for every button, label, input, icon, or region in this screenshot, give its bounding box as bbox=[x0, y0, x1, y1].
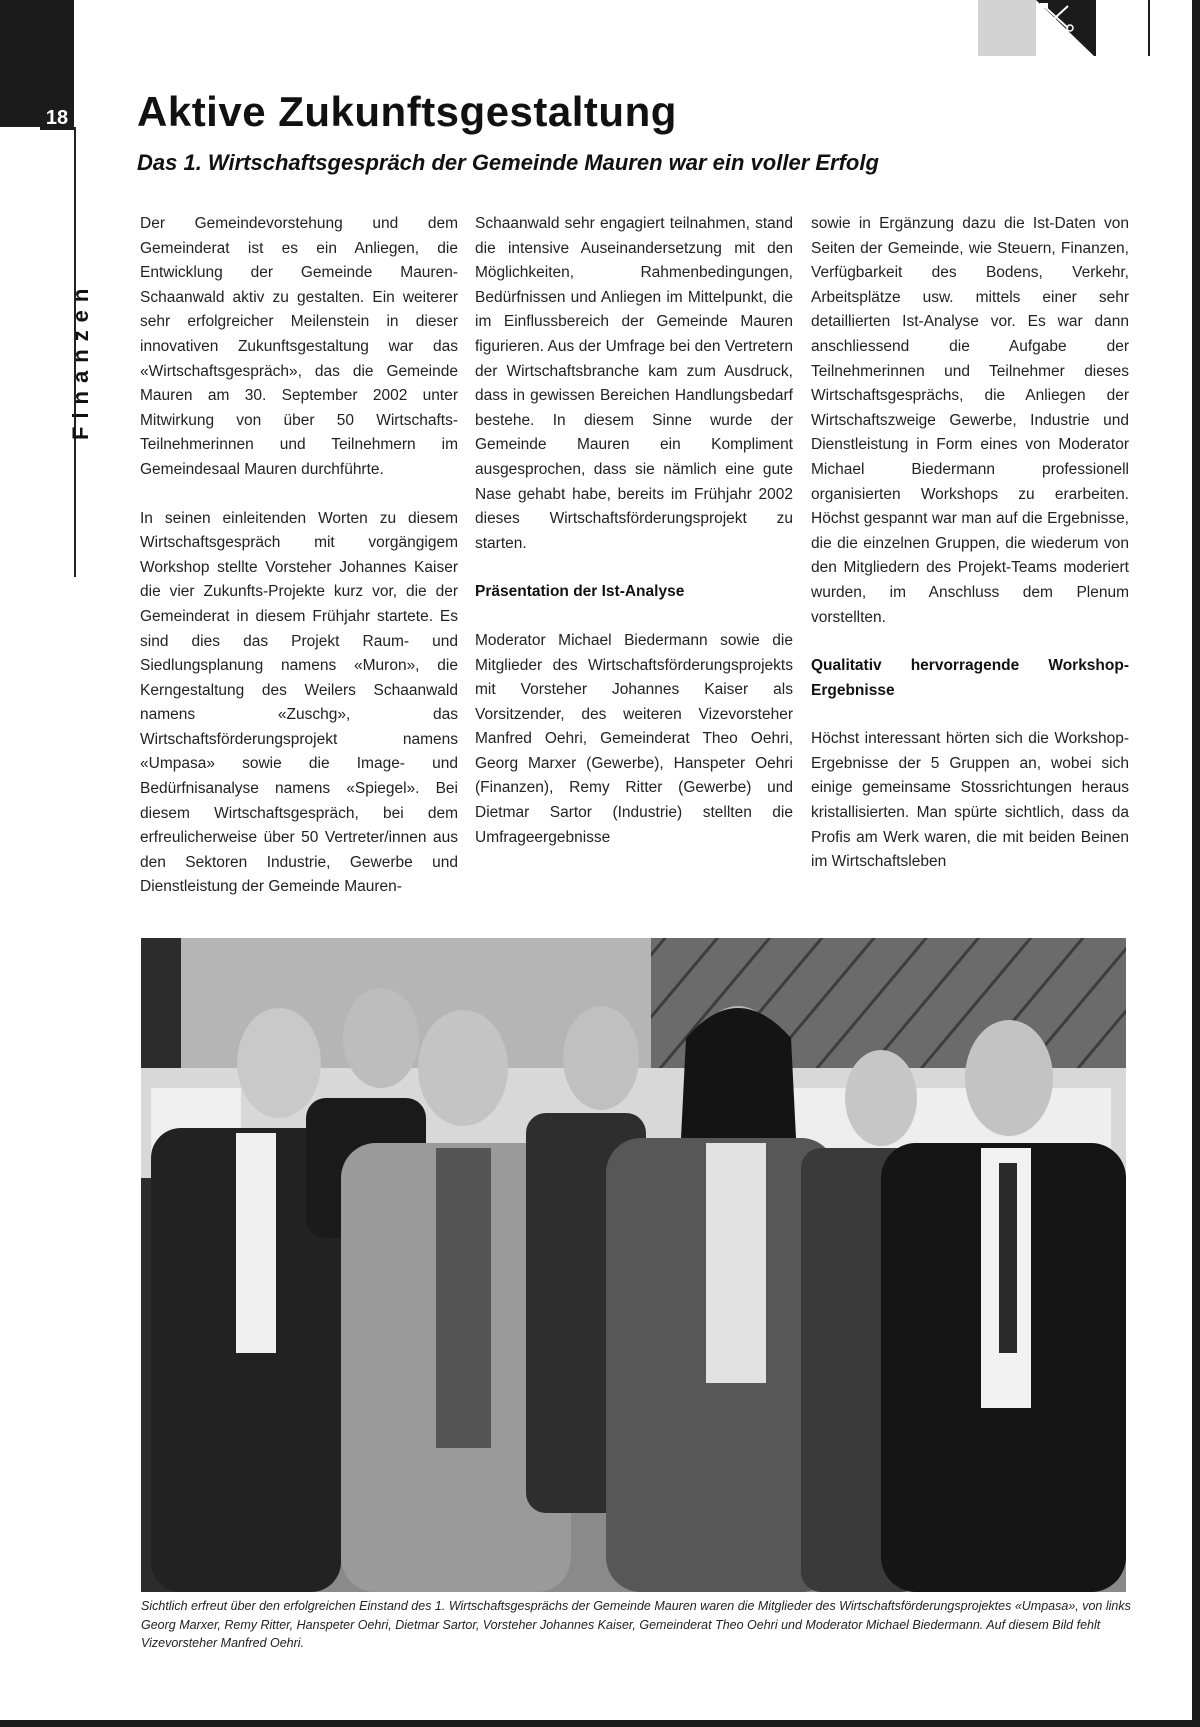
paragraph: Der Gemeindevorstehung und dem Gemeinderat ist es ein Anliegen, die Entwicklung der Gemeinde Mauren-Schaanwald aktiv zu gestalten. Ein weiterer sehr erfolgreicher Meilenstein in dieser innovativen Zukunftsgestaltung war das «Wirtschaftsgespräch», das die Gemeinde Mauren am 30. September 2002 unter Mitwirkung von über 50 Wirtschafts-Teilnehmerinnen und Teilnehmern im Gemeindesaal Mauren durchführte. bbox=[140, 215, 458, 478]
group-photo bbox=[141, 938, 1126, 1592]
section-heading: Präsentation der Ist-Analyse bbox=[475, 583, 685, 601]
corner-decoration bbox=[978, 0, 1192, 56]
paragraph: Moderator Michael Biedermann sowie die Mitglieder des Wirtschaftsförderungsprojekts mit Vorsteher Johannes Kaiser als Vorsitzender, des weiteren Vizevorsteher Manfred Oehri, Gemeinderat Theo Oehri, Georg Marxer (Gewerbe), Hanspeter Oehri (Finanzen), Remy Ritter (Gewerbe) und Dietmar Sartor (Industrie) stellten die Umfrageergebnisse bbox=[475, 631, 793, 846]
section-heading: Qualitativ hervorragende Workshop-Ergebnisse bbox=[811, 657, 1129, 699]
crossed-tools-icon bbox=[1034, 2, 1078, 32]
article-subtitle: Das 1. Wirtschaftsgespräch der Gemeinde Mauren war ein voller Erfolg bbox=[137, 150, 879, 175]
paragraph: In seinen einleitenden Worten zu diesem Wirtschaftsgespräch mit vorgängigem Workshop stellte Vorsteher Johannes Kaiser die vier Zukunfts-Projekte kurz vor, die der Gemeinderat in diesem Frühjahr startete. Es sind dies das Projekt Raum- und Siedlungsplanung namens «Muron», die Kerngestaltung des Weilers Schaanwald namens «Zuschg», das Wirtschaftsförderungsprojekt namens «Umpasa» sowie die Image- und Bedürfnisanalyse namens «Spiegel». Bei diesem Wirtschaftsgespräch, bei dem erfreulicherweise über 50 Vertreter/innen aus den Sektoren Industrie, Gewerbe und Dienstleistung der Gemeinde Mauren- bbox=[140, 509, 458, 896]
paragraph: Höchst interessant hörten sich die Workshop-Ergebnisse der 5 Gruppen an, wobei sich einige gemeinsame Stossrichtungen heraus kristallisierten. Man spürte sichtlich, dass da Profis am Werk waren, die mit beiden Beinen im Wirtschaftsleben bbox=[811, 730, 1129, 871]
paragraph: sowie in Ergänzung dazu die Ist-Daten von Seiten der Gemeinde, wie Steuern, Finanzen, Verfügbarkeit des Bodens, Verkehr, Arbeitsplätze usw. mittels einer sehr detaillierten Ist-Analyse vor. Es war dann anschliessend die Aufgabe der Teilnehmerinnen und Teilnehmer dieses Wirtschaftsgesprächs, die Anliegen der Wirtschaftszweige Gewerbe, Industrie und Dienstleistung in Form eines von Moderator Michael Biedermann professionell organisierten Workshops zu erarbeiten. Höchst gespannt war man auf die Ergebnisse, die die einzelnen Gruppen, die wiederum von den Mitgliedern des Projekt-Teams moderiert wurden, im Anschluss dem Plenum vorstellten. bbox=[811, 215, 1129, 626]
text-column-2 bbox=[475, 212, 793, 874]
text-column-1 bbox=[140, 212, 458, 924]
article-title: Aktive Zukunftsgestaltung bbox=[137, 88, 677, 135]
text-column-3 bbox=[811, 212, 1129, 899]
section-label: Finanzen bbox=[68, 280, 93, 440]
photo-caption: Sichtlich erfreut über den erfolgreichen Einstand des 1. Wirtschaftsgesprächs der Gemeinde Mauren waren die Mitglieder des Wirtschaftsförderungsprojektes «Umpasa», von links Georg Marxer, Remy Ritter, Hanspeter Oehri, Dietmar Sartor, Vorsteher Johannes Kaiser, Gemeinderat Theo Oehri und Moderator Michael Biedermann. Auf diesem Bild fehlt Vizevorsteher Manfred Oehri. bbox=[141, 1599, 1131, 1650]
group-photo-illustration bbox=[141, 938, 1126, 1592]
page-number: 18 bbox=[40, 106, 74, 130]
paragraph: Schaanwald sehr engagiert teilnahmen, stand die intensive Auseinandersetzung mit den Möglichkeiten, Rahmenbedingungen, Bedürfnissen und Anliegen im Mittelpunkt, die im Einflussbereich der Gemeinde Mauren figurieren. Aus der Umfrage bei den Vertretern der Wirtschaftsbranche kam zum Ausdruck, dass in gewissen Bereichen Handlungsbedarf bestehe. In diesem Sinne wurde der Gemeinde Mauren ein Kompliment ausgesprochen, dass sie nämlich eine gute Nase gehabt habe, bereits im Frühjahr 2002 dieses Wirtschaftsförderungsprojekt zu starten. bbox=[475, 215, 793, 552]
